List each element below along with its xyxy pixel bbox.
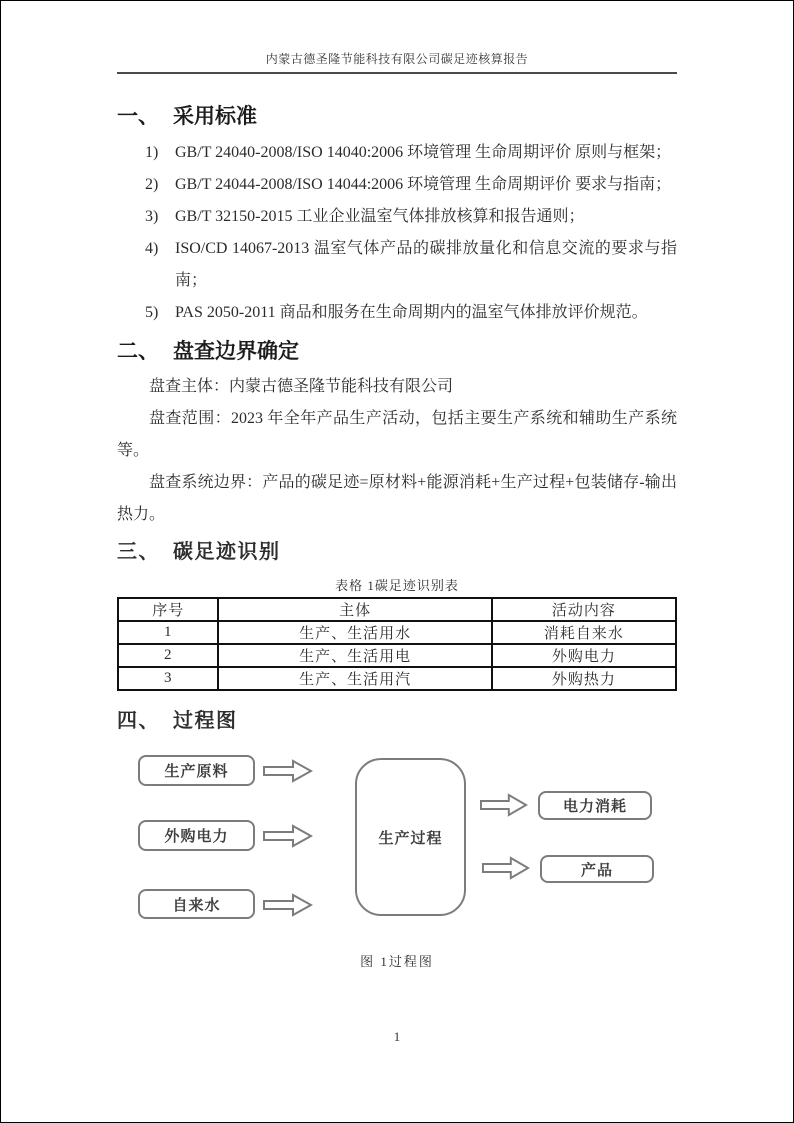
table-cell: 生产、生活用电 <box>218 644 491 667</box>
table-cell: 生产、生活用水 <box>218 621 491 644</box>
table-cell: 1 <box>118 621 218 644</box>
diagram-input-purchased-electricity: 外购电力 <box>138 820 255 851</box>
table-cell: 外购热力 <box>492 667 676 690</box>
table-cell: 3 <box>118 667 218 690</box>
list-item-marker: 2) <box>145 176 159 193</box>
standards-list <box>145 137 677 329</box>
table-cell: 消耗自来水 <box>492 621 676 644</box>
section-4-heading <box>117 704 677 733</box>
section-4-number: 四、 <box>117 710 160 732</box>
list-item-marker: 3) <box>145 208 159 225</box>
boundary-paragraphs <box>117 371 677 531</box>
table-header-row <box>118 598 676 621</box>
table-cell: 外购电力 <box>492 644 676 667</box>
list-item <box>145 137 677 169</box>
list-item-marker: 1) <box>145 144 159 161</box>
right-arrow-icon <box>480 793 528 817</box>
diagram-input-raw-materials: 生产原料 <box>138 755 255 786</box>
table-row <box>118 644 676 667</box>
section-3-number: 三、 <box>117 541 160 563</box>
section-2-title: 盘查边界确定 <box>173 340 299 363</box>
list-item <box>145 201 677 233</box>
table-row <box>118 621 676 644</box>
list-item-marker: 5) <box>145 304 159 321</box>
header-title: 内蒙古德圣隆节能科技有限公司碳足迹核算报告 <box>265 52 529 66</box>
page-number: 1 <box>393 1029 401 1044</box>
diagram-process-production: 生产过程 <box>355 758 466 916</box>
section-3-title: 碳足迹识别 <box>173 541 281 563</box>
paragraph-inventory-scope: 盘查范围：2023 年全年产品生产活动，包括主要生产系统和辅助生产系统等。 <box>117 410 677 459</box>
right-arrow-icon <box>482 856 530 880</box>
list-item-text: ISO/CD 14067-2013 温室气体产品的碳排放量化和信息交流的要求与指南； <box>175 240 677 289</box>
section-1-title: 采用标准 <box>173 105 257 128</box>
paragraph-inventory-subject: 盘查主体：内蒙古德圣隆节能科技有限公司 <box>149 378 454 395</box>
figure-caption: 图 1过程图 <box>360 954 434 969</box>
header-rule <box>117 72 677 74</box>
table-row <box>118 667 676 690</box>
list-item <box>145 233 677 297</box>
document-header <box>117 0 677 74</box>
table-cell: 2 <box>118 644 218 667</box>
list-item-text: GB/T 32150-2015 工业企业温室气体排放核算和报告通则； <box>175 208 585 225</box>
list-item-text: GB/T 24040-2008/ISO 14040:2006 环境管理 生命周期评价 原则与框架； <box>175 144 672 161</box>
diagram-input-tap-water: 自来水 <box>138 889 255 919</box>
footprint-identification-table <box>117 597 677 691</box>
list-item <box>145 297 677 329</box>
table-cell: 生产、生活用汽 <box>218 667 491 690</box>
table-caption: 表格 1碳足迹识别表 <box>335 578 459 593</box>
section-1-heading <box>117 100 677 130</box>
right-arrow-icon <box>263 759 313 783</box>
section-4-title: 过程图 <box>173 710 238 732</box>
section-2-number: 二、 <box>117 340 159 363</box>
diagram-output-electricity-consumption: 电力消耗 <box>538 791 652 820</box>
column-header: 活动内容 <box>492 598 676 621</box>
right-arrow-icon <box>263 893 313 917</box>
column-header: 序号 <box>118 598 218 621</box>
section-1-number: 一、 <box>117 105 159 128</box>
list-item <box>145 169 677 201</box>
list-item-text: GB/T 24044-2008/ISO 14044:2006 环境管理 生命周期评价 要求与指南； <box>175 176 672 193</box>
list-item-text: PAS 2050-2011 商品和服务在生命周期内的温室气体排放评价规范。 <box>175 304 648 321</box>
section-2-heading <box>117 335 677 365</box>
diagram-output-product: 产品 <box>540 855 654 883</box>
right-arrow-icon <box>263 824 313 848</box>
process-flow-diagram <box>117 743 677 935</box>
list-item-marker: 4) <box>145 240 159 257</box>
column-header: 主体 <box>218 598 491 621</box>
paragraph-system-boundary: 盘查系统边界：产品的碳足迹=原材料+能源消耗+生产过程+包装储存-输出热力。 <box>117 474 677 523</box>
section-3-heading <box>117 535 677 564</box>
